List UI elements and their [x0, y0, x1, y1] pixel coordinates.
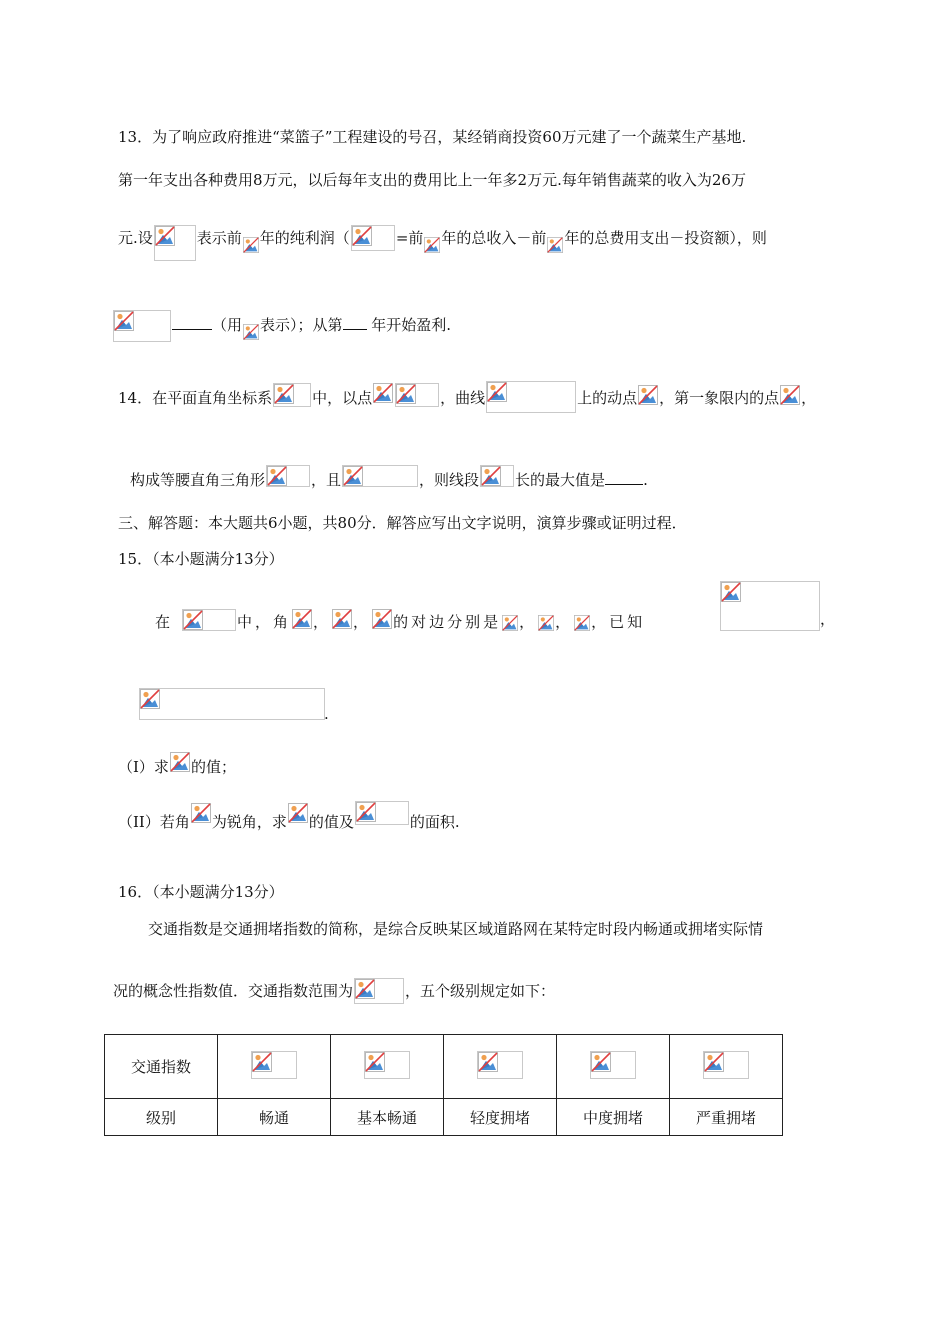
q15-text: ，: [353, 613, 372, 631]
q14-text: ，则线段: [419, 471, 480, 489]
formula-image-icon: [372, 609, 392, 631]
q15-text: 在: [155, 613, 174, 631]
q15-text: .: [324, 705, 329, 723]
q13-line4: [112, 310, 451, 342]
q14-text: .: [643, 471, 648, 489]
q13-line1: 13．为了响应政府推进“菜篮子”工程建设的号召，某经销商投资60万元建了一个蔬菜生产基地.: [118, 128, 747, 146]
q16-para1: 交通指数是交通拥堵指数的简称，是综合反映某区域道路网在某特定时段内畅通或拥堵实际情: [148, 920, 764, 938]
formula-image-icon: [273, 383, 311, 407]
formula-image-icon: [288, 803, 308, 825]
formula-image-icon: [477, 1051, 523, 1079]
q15-text: 为锐角，求: [211, 813, 287, 831]
q15-text: 的对边分别是: [393, 613, 502, 631]
formula-image-icon: [638, 385, 658, 407]
formula-image-icon: [780, 385, 800, 407]
q14-text: 14．在平面直角坐标系: [118, 389, 273, 407]
q14-text: 构成等腰直角三角形: [130, 471, 266, 489]
q13-text: 元.设: [118, 229, 153, 247]
table-cell: 严重拥堵: [670, 1099, 783, 1136]
answer-blank: [172, 315, 212, 330]
formula-image-icon: [266, 465, 310, 487]
formula-image-icon: [342, 465, 418, 487]
table-cell: 交通指数: [105, 1035, 218, 1099]
q15-text: ，已知: [591, 613, 646, 631]
formula-image-icon: [170, 752, 190, 774]
formula-image-icon: [139, 688, 325, 720]
formula-image-icon: [486, 381, 576, 413]
q15-text: ，: [519, 613, 538, 631]
q14-text: 中，以点: [312, 389, 373, 407]
table-cell: [331, 1035, 444, 1099]
q13-text: 表示前: [196, 229, 242, 247]
table-cell: 基本畅通: [331, 1099, 444, 1136]
q13-text: 年的总收入－前: [441, 229, 547, 247]
formula-image-icon: [332, 609, 352, 631]
table-cell: [557, 1035, 670, 1099]
q16-para2: [113, 978, 555, 1004]
table-cell: 轻度拥堵: [444, 1099, 557, 1136]
q15-text: 的值；: [190, 758, 236, 776]
formula-image-icon: [243, 320, 259, 340]
q14-text: ，曲线: [440, 389, 486, 407]
q14-line2: [130, 465, 648, 490]
q15-text: ，: [555, 613, 574, 631]
q13-text: 年的总费用支出－投资额），则: [564, 229, 767, 247]
table-row: [105, 1035, 783, 1099]
formula-image-icon: [113, 310, 171, 342]
table-cell: [218, 1035, 331, 1099]
formula-image-icon: [574, 611, 590, 631]
q13-text: 表示）；从第: [260, 316, 343, 334]
q15-part2: [118, 801, 460, 832]
formula-image-icon: [590, 1051, 636, 1079]
formula-image-icon: [154, 225, 196, 261]
q13-line3: [118, 225, 767, 261]
q13-line2: 第一年支出各种费用8万元，以后每年支出的费用比上一年多2万元.每年销售蔬菜的收入为26万: [118, 171, 746, 189]
formula-image-icon: [364, 1051, 410, 1079]
q14-text: ，: [801, 389, 817, 407]
table-cell: 畅通: [218, 1099, 331, 1136]
q14-text: 上的动点: [577, 389, 638, 407]
q15-header: 15．（本小题满分13分）: [118, 550, 284, 568]
q14-text: ，第一象限内的点: [659, 389, 780, 407]
table-cell: [670, 1035, 783, 1099]
q14-line1: [118, 381, 816, 413]
formula-image-icon: [424, 233, 440, 253]
formula-image-icon: [243, 233, 259, 253]
q14-text: 长的最大值是: [515, 471, 606, 489]
q13-text: =前: [395, 229, 424, 247]
table-cell: 级别: [105, 1099, 218, 1136]
q15-text: （I）求: [118, 758, 169, 776]
q15-text: ，: [313, 613, 332, 631]
q15-text: 中，角: [237, 613, 292, 631]
table-row: [105, 1099, 783, 1136]
formula-image-icon: [292, 609, 312, 631]
formula-image-icon: [354, 978, 404, 1004]
q15-text: ，: [820, 610, 836, 628]
q13-text: 年开始盈利.: [366, 316, 452, 334]
section-3-heading: 三、解答题：本大题共6小题，共80分．解答应写出文字说明，演算步骤或证明过程．: [118, 514, 687, 532]
formula-image-icon: [251, 1051, 297, 1079]
q16-header: 16．（本小题满分13分）: [118, 883, 284, 901]
q14-text: ，且: [311, 471, 342, 489]
formula-image-icon: [355, 801, 409, 825]
q13-text: 年的纯利润（: [259, 229, 350, 247]
formula-image-icon: [373, 383, 393, 407]
table-cell: 中度拥堵: [557, 1099, 670, 1136]
q13-text: （用: [212, 316, 243, 334]
q15-part1: [118, 752, 236, 777]
formula-image-icon: [547, 233, 563, 253]
formula-image-icon: [502, 611, 518, 631]
q15-text: （II）若角: [118, 813, 190, 831]
answer-blank: [343, 315, 367, 330]
q16-text: ，五个级别规定如下：: [405, 982, 556, 1000]
traffic-index-table: [104, 1034, 783, 1136]
formula-image-icon: [703, 1051, 749, 1079]
table-cell: [444, 1035, 557, 1099]
formula-image-icon: [182, 609, 236, 631]
answer-blank: [605, 470, 643, 485]
formula-image-icon: [720, 581, 820, 631]
q15-line1: [155, 609, 645, 632]
q16-text: 况的概念性指数值．交通指数范围为: [113, 982, 354, 1000]
formula-image-icon: [191, 803, 211, 825]
formula-image-icon: [538, 611, 554, 631]
formula-image-icon: [395, 383, 439, 407]
q15-text: 的值及: [308, 813, 354, 831]
formula-image-icon: [480, 465, 514, 487]
formula-image-icon: [351, 225, 395, 251]
q15-text: 的面积.: [409, 813, 460, 831]
